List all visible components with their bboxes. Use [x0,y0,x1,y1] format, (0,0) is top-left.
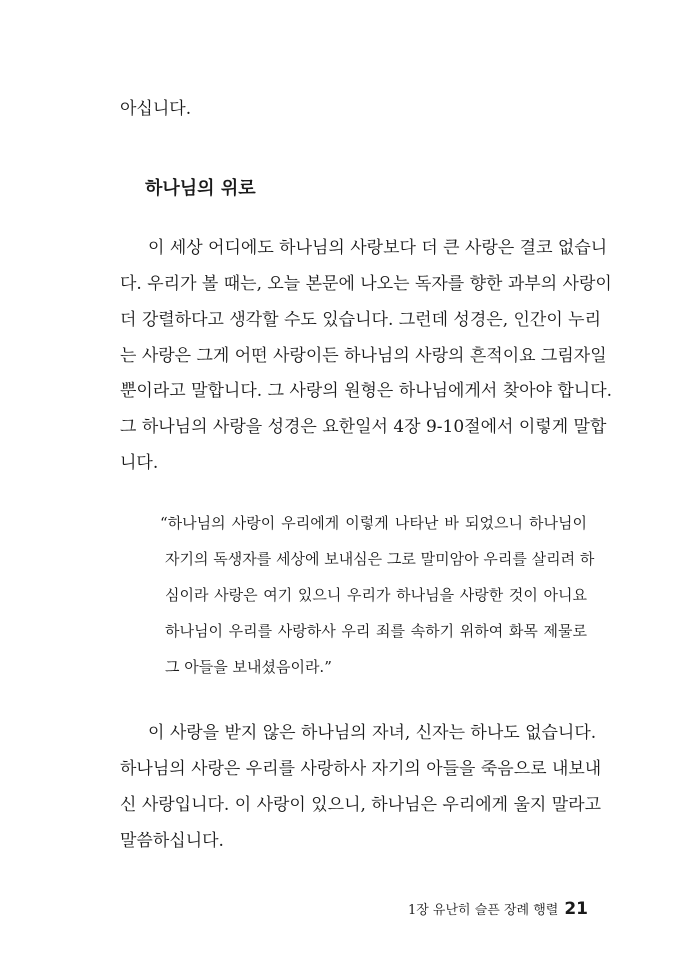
paragraph-line: 신 사랑입니다. 이 사랑이 있으니, 하나님은 우리에게 울지 말라고 [120,795,602,815]
page-number: 21 [564,899,588,919]
section-title: 하나님의 위로 [145,178,256,199]
page-footer [408,898,588,922]
paragraph-line: 하나님의 사랑은 우리를 사랑하사 자기의 아들을 죽음으로 내보내 [120,759,602,779]
opening-line: 아십니다. [120,99,192,119]
paragraph-line: 는 사랑은 그게 어떤 사랑이든 하나님의 사랑의 흔적이요 그림자일 [120,346,607,366]
paragraph-line: 더 강렬하다고 생각할 수도 있습니다. 그런데 성경은, 인간이 누리 [120,310,602,330]
paragraph-line: 이 세상 어디에도 하나님의 사랑보다 더 큰 사랑은 결코 없습니 [148,238,608,258]
paragraph-line: 그 하나님의 사랑을 성경은 요한일서 4장 9-10절에서 이렇게 말합 [120,417,607,437]
quote-line: 그 아들을 보내셨음이라.” [165,658,332,676]
paragraph-line: 이 사랑을 받지 않은 하나님의 자녀, 신자는 하나도 없습니다. [148,723,597,743]
quote-line: 자기의 독생자를 세상에 보내심은 그로 말미암아 우리를 살리려 하 [165,550,595,568]
paragraph-line: 뿐이라고 말합니다. 그 사랑의 원형은 하나님에게서 찾아야 합니다. [120,381,613,401]
paragraph-line: 니다. [120,453,159,473]
quote-line: 심이라 사랑은 여기 있으니 우리가 하나님을 사랑한 것이 아니요 [165,586,587,604]
quote-line: “하나님의 사랑이 우리에게 이렇게 나타난 바 되었으니 하나님이 [160,514,587,532]
paragraph-line: 말씀하십니다. [120,831,224,851]
chapter-running-head: 1장 유난히 슬픈 장례 행렬 [407,903,559,918]
quote-line: 하나님이 우리를 사랑하사 우리 죄를 속하기 위하여 화목 제물로 [165,622,587,640]
paragraph-line: 다. 우리가 볼 때는, 오늘 본문에 나오는 독자를 향한 과부의 사랑이 [120,274,612,294]
